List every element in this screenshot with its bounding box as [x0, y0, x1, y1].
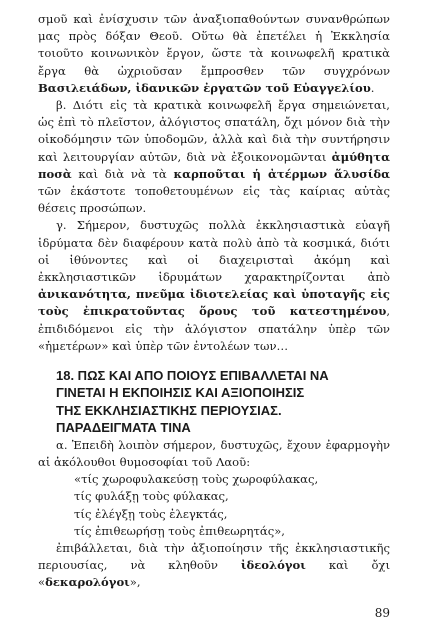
closing-paragraph	[38, 540, 390, 592]
closing-text-1: ἐπιβάλλεται, διὰ τὴν ἀξιοποίησιν τῆς ἐκκλησιαστικῆς περιουσίας, νὰ κληθοῦν	[38, 540, 390, 573]
paragraph-b-text-3: τῶν ἑκάστοτε τοποθετουμένων εἰς τὰς καίριας αὐτὰς θέσεις προσώπων.	[38, 184, 390, 216]
paragraph-c-text-1: γ. Σήμερον, δυστυχῶς πολλὰ ἐκκλησιαστικὰ εὐαγῆ ἱδρύματα δὲν διαφέρουν κατὰ πολὺ ἀπὸ τὰ κοσμικά, διότι οἱ ἰθύνοντες καὶ οἱ διαχειρισταὶ ἀκόμη καὶ ἐκκλησιαστικῶν ἱδρυμάτων χαρακτηρίζονται ἀπὸ	[38, 218, 390, 285]
closing-text-2: καὶ ὄχι «	[38, 558, 390, 590]
section-heading-line: ΤΗΣ ΕΚΚΛΗΣΙΑΣΤΙΚΗΣ ΠΕΡΙΟΥΣΙΑΣ.	[56, 402, 282, 418]
paragraph-b-text-1: β. Διότι εἰς τὰ κρατικὰ κοινωφελῆ ἔργα σημειώνεται, ὡς ἐπὶ τὸ πλεῖστον, ἀλόγιστος σπατάλη, ὄχι μόνον διὰ τὴν οἰκοδόμησιν τῶν ὑποδομῶν, ἀλλὰ καὶ διὰ τὴν συντήρησιν καὶ λειτουργίαν αὐτῶν, διὰ νὰ ἐξοικονομῶνται	[38, 98, 390, 164]
paragraph-b-bold-2: καρποῦται ἡ ἀτέρμων ἅλυσίδα	[173, 166, 390, 181]
page-number: 89	[374, 606, 390, 620]
quote-line: «τίς χωροφυλακεύσῃ τοὺς χωροφύλακας,	[74, 472, 319, 487]
paragraph-c	[38, 217, 390, 355]
quote-line: τίς ἐπιθεωρήσῃ τοὺς ἐπιθεωρητάς»,	[74, 523, 285, 538]
intro-bold-phrase: Βασιλειάδων, ἰδανικῶν ἐργατῶν τοῦ Εὐαγγελίου	[38, 80, 371, 95]
section-paragraph-a: α. Ἐπειδὴ λοιπὸν σήμερον, δυστυχῶς, ἔχουν ἐφαρμογὴν αἱ ἀκόλουθοι θυμοσοφίαι τοῦ Λαοῦ:	[38, 437, 390, 469]
section-heading-line: 18. ΠΩΣ ΚΑΙ ΑΠΟ ΠΟΙΟΥΣ ΕΠΙΒΑΛΛΕΤΑΙ ΝΑ	[56, 368, 329, 384]
intro-paragraph	[38, 11, 390, 97]
closing-bold-2: δεκαρολόγοι	[45, 575, 130, 590]
paragraph-b-text-2: καὶ διὰ νὰ τὰ	[71, 166, 174, 181]
quote-line: τίς φυλάξῃ τοὺς φύλακας,	[74, 489, 229, 504]
paragraph-c-bold-1: ἀνικανότητα, πνεῦμα ἰδιοτελείας καὶ ὑποταγῆς εἰς τοὺς ἐπικρατοῦντας ὅρους τοῦ κατεστημένου	[38, 287, 390, 319]
intro-text-end: .	[370, 80, 375, 95]
quote-line: τίς ἐλέγξῃ τοὺς ἐλεγκτάς,	[74, 506, 228, 521]
section-heading-line: ΓΙΝΕΤΑΙ Η ΕΚΠΟΙΗΣΙΣ ΚΑΙ ΑΞΙΟΠΟΙΗΣΙΣ	[56, 385, 305, 401]
closing-bold-1: ἰδεολόγοι	[240, 558, 306, 573]
paragraph-c-text-2: , ἐπιδιδόμενοι εἰς τὴν ἀλόγιστον σπατάλην ὑπὲρ τῶν «ἡμετέρων» καὶ ὑπὲρ τῶν ἐντολέων των…	[38, 304, 390, 353]
paragraph-b	[38, 97, 390, 217]
closing-text-3: »,	[129, 575, 141, 590]
paragraph-b-bold-1: ἀμύθητα ποσὰ	[38, 149, 390, 181]
section-heading-line: ΠΑΡΑΔΕΙΓΜΑΤΑ ΤΙΝΑ	[56, 420, 191, 436]
intro-text-start: σμοῦ καὶ ἐνίσχυσιν τῶν ἀναξιοπαθούντων συνανθρώπων μας πρὸς δόξαν Θεοῦ. Οὕτω θὰ ἐπετέλει ἡ Ἐκκλησία τοιοῦτο κοινωνικὸν ἔργον, ὥστε τὰ κοινωφελῆ κρατικὰ ἔργα θὰ ὠχριοῦσαν ἔμπροσθεν τῶν συγχρόνων	[38, 12, 390, 78]
folk-sayings-quote	[38, 471, 390, 540]
section-heading	[38, 367, 390, 437]
